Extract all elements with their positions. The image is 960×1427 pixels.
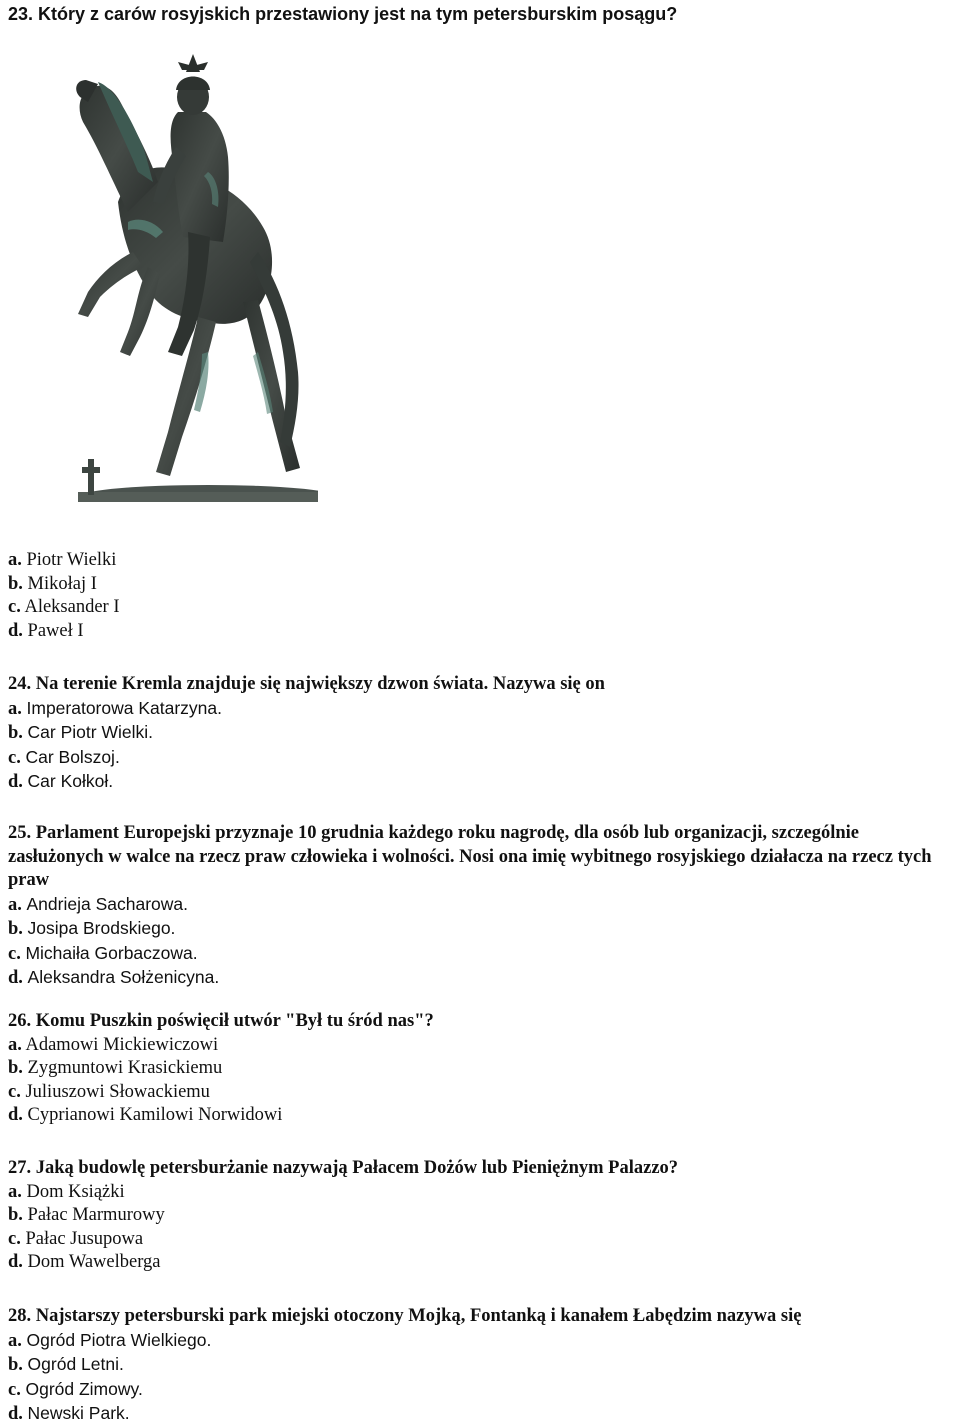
question-24-title: 24. Na terenie Kremla znajduje się największy dzwon świata. Nazywa się on (8, 674, 605, 694)
option-c: c. Juliuszowi Słowackiemu (8, 1081, 210, 1102)
option-b: b. Zygmuntowi Krasickiemu (8, 1058, 223, 1078)
question-28 (8, 1305, 958, 1427)
option-d: d. Car Kołkoł. (8, 771, 114, 792)
question-23-options (8, 549, 958, 643)
option-b: b. Pałac Marmurowy (8, 1205, 165, 1225)
option-a: a. Andrieja Sacharowa. (8, 893, 188, 915)
option-c: c. Ogród Zimowy. (8, 1378, 143, 1400)
question-23-title: 23. Który z carów rosyjskich przestawiony jest na tym petersburskim posągu? (8, 4, 678, 24)
option-c: c. Pałac Jusupowa (8, 1228, 144, 1249)
option-a: a. Piotr Wielki (8, 550, 117, 570)
option-b: b. Josipa Brodskiego. (8, 918, 176, 939)
option-a: a. Dom Książki (8, 1181, 125, 1202)
option-a: a. Imperatorowa Katarzyna. (8, 697, 223, 719)
option-c: c. Michaiła Gorbaczowa. (8, 942, 198, 964)
option-c: c. Aleksander I (8, 597, 120, 617)
option-d: d. Newski Park. (8, 1403, 130, 1424)
option-d: d. Aleksandra Sołżenicyna. (8, 967, 220, 988)
question-26 (8, 1010, 958, 1128)
question-24 (8, 673, 958, 795)
question-26-title: 26. Komu Puszkin poświęcił utwór "Był tu śród nas"? (8, 1011, 434, 1031)
option-b: b. Ogród Letni. (8, 1354, 124, 1375)
option-c: c. Car Bolszoj. (8, 746, 120, 768)
question-25 (8, 822, 958, 991)
question-27 (8, 1157, 958, 1275)
option-d: d. Dom Wawelberga (8, 1252, 161, 1272)
option-d: d. Cyprianowi Kamilowi Norwidowi (8, 1105, 283, 1125)
question-25-title: 25. Parlament Europejski przyznaje 10 grudnia każdego roku nagrodę, dla osób lub organizacji, szczególnie zasłużonych w walce na rzecz praw człowieka i wolności. Nosi ona imię wybitnego rosyjskiego działacza na rzecz tych praw (8, 823, 932, 890)
equestrian-statue-icon (58, 52, 318, 502)
option-a: a. Ogród Piotra Wielkiego. (8, 1329, 212, 1351)
option-b: b. Car Piotr Wielki. (8, 722, 153, 743)
option-b: b. Mikołaj I (8, 573, 97, 594)
option-d: d. Paweł I (8, 620, 84, 641)
question-27-title: 27. Jaką budowlę petersburżanie nazywają Pałacem Dożów lub Pieniężnym Palazzo? (8, 1158, 679, 1178)
question-28-title: 28. Najstarszy petersburski park miejski otoczony Mojką, Fontanką i kanałem Łabędzim nazywa się (8, 1306, 802, 1326)
option-a: a. Adamowi Mickiewiczowi (8, 1034, 219, 1055)
